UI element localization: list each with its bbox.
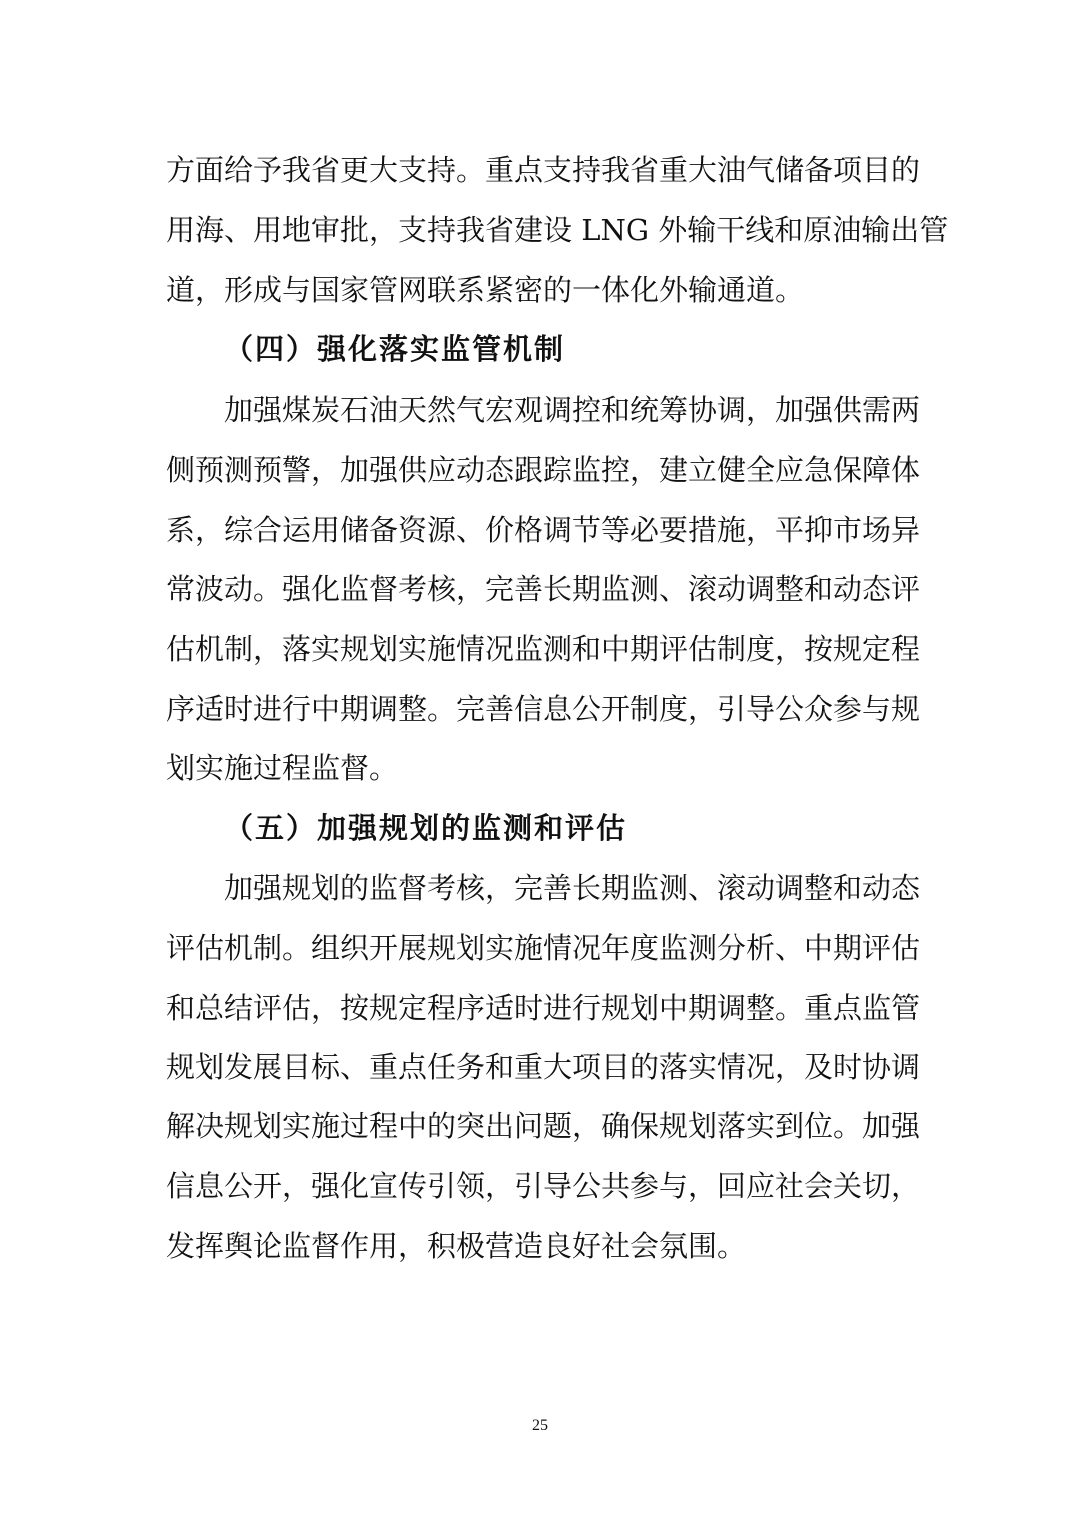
paragraph-2-line-1: 加强煤炭石油天然气宏观调控和统筹协调，加强供需两 (224, 393, 921, 427)
paragraph-2-line-6: 序适时进行中期调整。完善信息公开制度，引导公众参与规 (166, 692, 921, 726)
paragraph-2-line-3: 系，综合运用储备资源、价格调节等必要措施，平抑市场异 (166, 513, 921, 547)
paragraph-3-line-4: 规划发展目标、重点任务和重大项目的落实情况，及时协调 (166, 1050, 921, 1084)
paragraph-1-line-3: 道，形成与国家管网联系紧密的一体化外输通道。 (166, 273, 805, 307)
paragraph-1-line-1: 方面给予我省更大支持。重点支持我省重大油气储备项目的 (166, 153, 921, 187)
paragraph-3-line-1: 加强规划的监督考核，完善长期监测、滚动调整和动态 (224, 871, 921, 905)
paragraph-3-line-3: 和总结评估，按规定程序适时进行规划中期调整。重点监管 (166, 991, 921, 1025)
paragraph-2-line-7: 划实施过程监督。 (166, 751, 399, 785)
page-number: 25 (532, 1417, 548, 1434)
paragraph-3-line-6: 信息公开，强化宣传引领，引导公共参与，回应社会关切， (166, 1169, 921, 1203)
section-heading-5: （五）加强规划的监测和评估 (224, 811, 628, 845)
paragraph-2-line-4: 常波动。强化监督考核，完善长期监测、滚动调整和动态评 (166, 572, 921, 606)
paragraph-3-line-7: 发挥舆论监督作用，积极营造良好社会氛围。 (166, 1229, 747, 1263)
paragraph-3-line-2: 评估机制。组织开展规划实施情况年度监测分析、中期评估 (166, 931, 921, 965)
section-heading-4: （四）强化落实监管机制 (224, 332, 566, 366)
paragraph-1-line-2: 用海、用地审批，支持我省建设 LNG 外输干线和原油输出管 (166, 213, 949, 247)
paragraph-3-line-5: 解决规划实施过程中的突出问题，确保规划落实到位。加强 (166, 1109, 921, 1143)
paragraph-2-line-2: 侧预测预警，加强供应动态跟踪监控，建立健全应急保障体 (166, 453, 921, 487)
paragraph-2-line-5: 估机制，落实规划实施情况监测和中期评估制度，按规定程 (166, 632, 921, 666)
